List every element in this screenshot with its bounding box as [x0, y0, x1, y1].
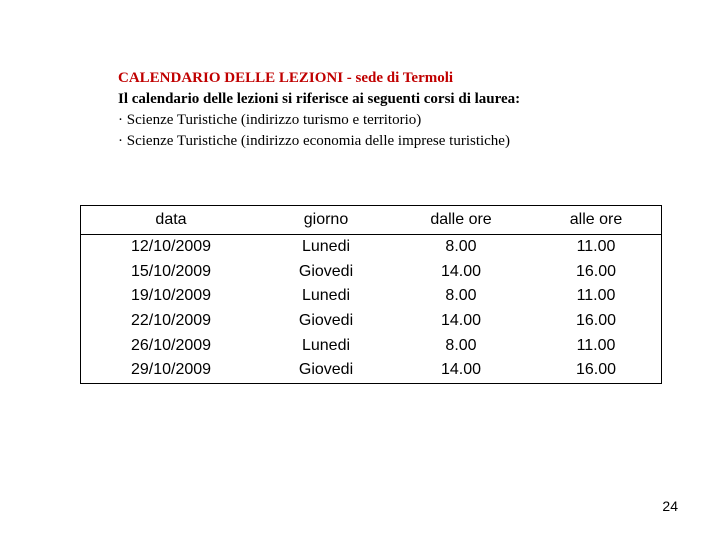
- cell-date: 15/10/2009: [130, 262, 212, 280]
- cell-start-time: 14.00: [440, 262, 482, 280]
- table-row: [81, 235, 662, 260]
- table-row: [81, 309, 662, 334]
- page-title: CALENDARIO DELLE LEZIONI - sede di Termoli: [118, 70, 454, 86]
- header-block: [118, 68, 678, 152]
- intro-text: Il calendario delle lezioni si riferisce ai seguenti corsi di laurea:: [118, 91, 521, 107]
- table-row: [81, 358, 662, 383]
- cell-end-time: 11.00: [576, 287, 616, 305]
- cell-day: Giovedi: [298, 262, 354, 280]
- cell-end-time: 16.00: [575, 361, 617, 379]
- course-item: · Scienze Turistiche (indirizzo turismo e territorio): [118, 112, 422, 128]
- cell-start-time: 8.00: [445, 238, 477, 256]
- table-header-row: [81, 206, 662, 235]
- table-row: [81, 284, 662, 309]
- cell-start-time: 8.00: [445, 336, 477, 354]
- lesson-schedule-table: [80, 205, 662, 384]
- course-item: · Scienze Turistiche (indirizzo economia delle imprese turistiche): [118, 133, 510, 149]
- cell-day: Lunedi: [301, 238, 351, 256]
- cell-day: Lunedi: [301, 287, 351, 305]
- cell-date: 22/10/2009: [130, 312, 212, 330]
- cell-end-time: 16.00: [575, 262, 617, 280]
- cell-day: Giovedi: [298, 361, 354, 379]
- cell-start-time: 14.00: [440, 312, 482, 330]
- cell-end-time: 11.00: [576, 238, 616, 256]
- cell-date: 19/10/2009: [130, 287, 212, 305]
- cell-day: Giovedi: [298, 312, 354, 330]
- cell-date: 26/10/2009: [130, 336, 212, 354]
- column-header-dalle-ore: dalle ore: [391, 206, 531, 235]
- column-header-giorno: giorno: [261, 206, 391, 235]
- cell-end-time: 16.00: [575, 312, 617, 330]
- cell-start-time: 8.00: [445, 287, 477, 305]
- table-row: [81, 333, 662, 358]
- cell-date: 12/10/2009: [130, 238, 212, 256]
- column-header-alle-ore: alle ore: [531, 206, 662, 235]
- table-row: [81, 260, 662, 285]
- cell-date: 29/10/2009: [130, 361, 212, 379]
- cell-start-time: 14.00: [440, 361, 482, 379]
- page-number: 24: [662, 498, 678, 514]
- column-header-data: data: [81, 206, 262, 235]
- cell-end-time: 11.00: [576, 336, 616, 354]
- cell-day: Lunedi: [301, 336, 351, 354]
